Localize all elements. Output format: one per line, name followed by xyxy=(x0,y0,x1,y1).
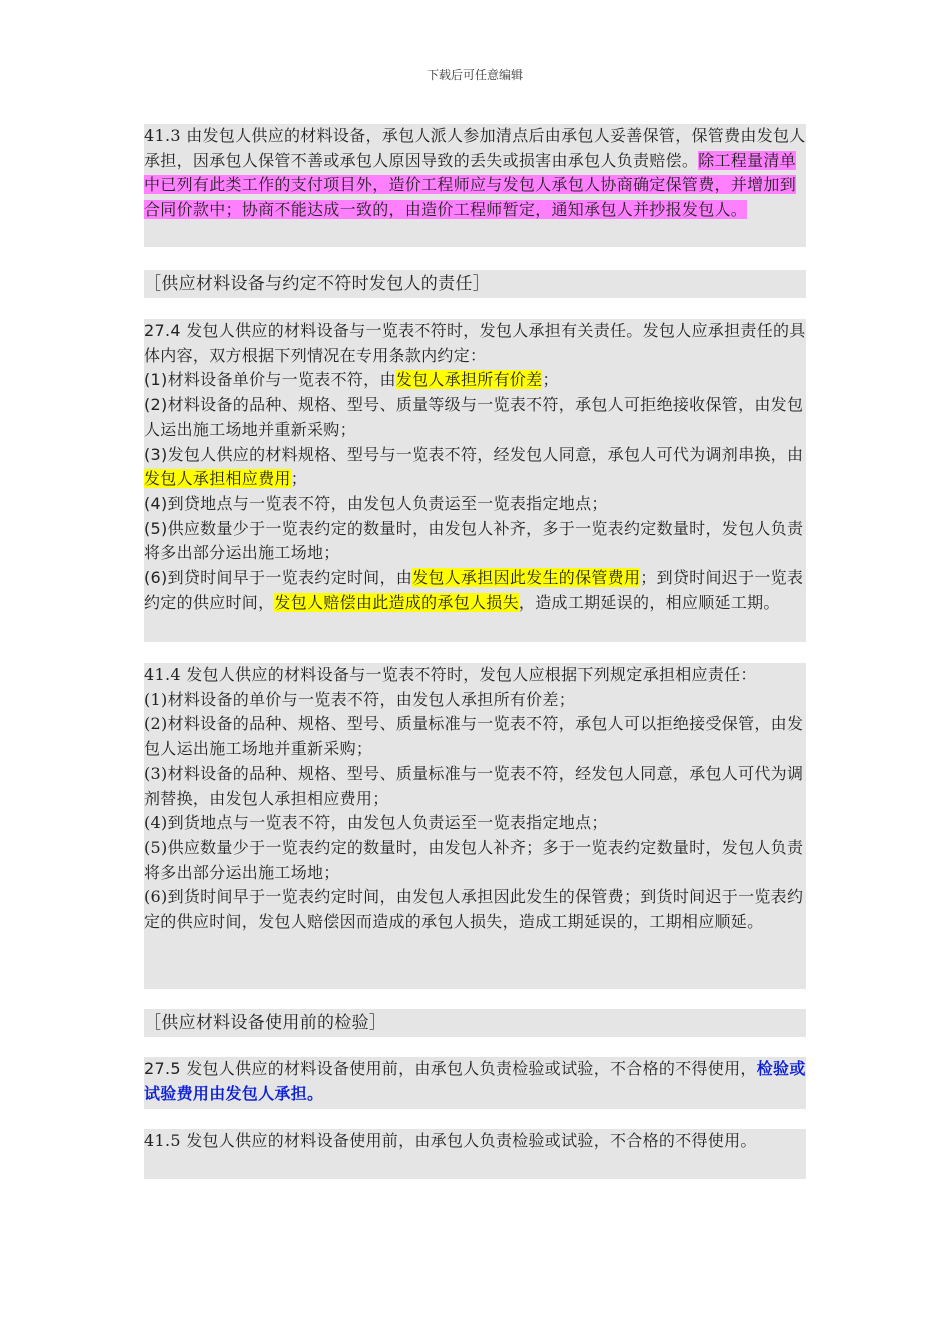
item-text: ，造成工期延误的，相应顺延工期。 xyxy=(518,592,780,612)
page-header: 下载后可任意编辑 xyxy=(426,68,523,82)
clause-41-5 xyxy=(144,1129,806,1179)
clause-27-5-text xyxy=(144,1057,806,1106)
clause-41-4 xyxy=(144,663,806,989)
clause-41-3-text xyxy=(144,124,806,223)
highlight-yellow: 发包人承担相应费用 xyxy=(144,469,291,489)
clause-41-4-item-5: (5)供应数量少于一览表约定的数量时，由发包人补齐；多于一览表约定数量时，发包人负责将多出部分运出施工场地； xyxy=(144,837,804,882)
clause-27-4-intro: 27.4 发包人供应的材料设备与一览表不符时，发包人承担有关责任。发包人应承担责任的具体内容，双方根据下列情况在专用条款内约定： xyxy=(144,321,806,365)
clause-27-4-item-6 xyxy=(144,566,806,615)
clause-41-3-highlight: 除工程量清单中已列有此类工作的支付项目外，造价工程师应与发包人承包人协商确定保管费，并增加到合同价款中；协商不能达成一致的，由造价工程师暂定，通知承包人并抄报发包人。 xyxy=(144,150,797,220)
clause-41-4-intro: 41.4 发包人供应的材料设备与一览表不符时，发包人应根据下列规定承担相应责任： xyxy=(144,665,757,684)
section-heading-inspection: ［供应材料设备使用前的检验］ xyxy=(144,1009,806,1037)
highlight-yellow: 发包人赔偿由此造成的承包人损失 xyxy=(274,592,519,612)
emphasis-blue: 检验或试验费用由发包人承担。 xyxy=(144,1059,806,1103)
section-heading-nonconformity: ［供应材料设备与约定不符时发包人的责任］ xyxy=(144,270,806,298)
clause-41-4-item-6: (6)到货时间早于一览表约定时间，由发包人承担因此发生的保管费；到货时间迟于一览表约定的供应时间，发包人赔偿因而造成的承包人损失，造成工期延误的，工期相应顺延。 xyxy=(144,887,804,932)
clause-41-4-item-2: (2)材料设备的品种、规格、型号、质量标准与一览表不符，承包人可以拒绝接受保管，由发包人运出施工场地并重新采购； xyxy=(144,714,804,759)
clause-41-3 xyxy=(144,124,806,247)
highlight-yellow: 发包人承担因此发生的保管费用 xyxy=(412,568,641,588)
clause-27-4-item-4: (4)到贷地点与一览表不符，由发包人负责运至一览表指定地点； xyxy=(144,493,608,513)
item-text: 27.5 发包人供应的材料设备使用前，由承包人负责检验或试验，不合格的不得使用， xyxy=(144,1059,757,1078)
clause-27-4-item-1 xyxy=(144,368,806,393)
item-text: ；到贷时间迟于一览表约定的供应时间， xyxy=(144,568,804,612)
item-text: (1)材料设备单价与一览表不符，由 xyxy=(144,370,396,390)
clause-27-4 xyxy=(144,319,806,642)
clause-41-4-item-3: (3)材料设备的品种、规格、型号、质量标准与一览表不符，经发包人同意，承包人可代为调剂替换，由发包人承担相应费用； xyxy=(144,763,804,808)
clause-27-4-item-5: (5)供应数量少于一览表约定的数量时，由发包人补齐，多于一览表约定数量时，发包人负责将多出部分运出施工场地； xyxy=(144,518,804,563)
item-text: ； xyxy=(290,469,308,489)
clause-27-4-item-2: (2)材料设备的品种、规格、型号、质量等级与一览表不符，承包人可拒绝接收保管，由发包人运出施工场地并重新采购； xyxy=(144,395,804,439)
item-text: (3)发包人供应的材料规格、型号与一览表不符，经发包人同意，承包人可代为调剂串换，由 xyxy=(144,444,804,464)
highlight-yellow: 发包人承担所有价差 xyxy=(395,370,543,390)
clause-41-3-part1: 41.3 由发包人供应的材料设备，承包人派人参加清点后由承包人妥善保管，保管费由发包人承担，因承包人保管不善或承包人原因导致的丢失或损害由承包人负责赔偿。 xyxy=(144,126,806,170)
clause-41-4-item-1: (1)材料设备的单价与一览表不符，由发包人承担所有价差； xyxy=(144,689,576,709)
clause-41-4-item-4: (4)到货地点与一览表不符，由发包人负责运至一览表指定地点； xyxy=(144,813,608,833)
clause-41-5-text: 41.5 发包人供应的材料设备使用前，由承包人负责检验或试验，不合格的不得使用。 xyxy=(144,1131,757,1150)
item-text: (6)到贷时间早于一览表约定时间，由 xyxy=(144,568,413,588)
item-text: ； xyxy=(542,370,559,390)
clause-27-5 xyxy=(144,1057,806,1109)
clause-27-4-item-3 xyxy=(144,443,806,492)
